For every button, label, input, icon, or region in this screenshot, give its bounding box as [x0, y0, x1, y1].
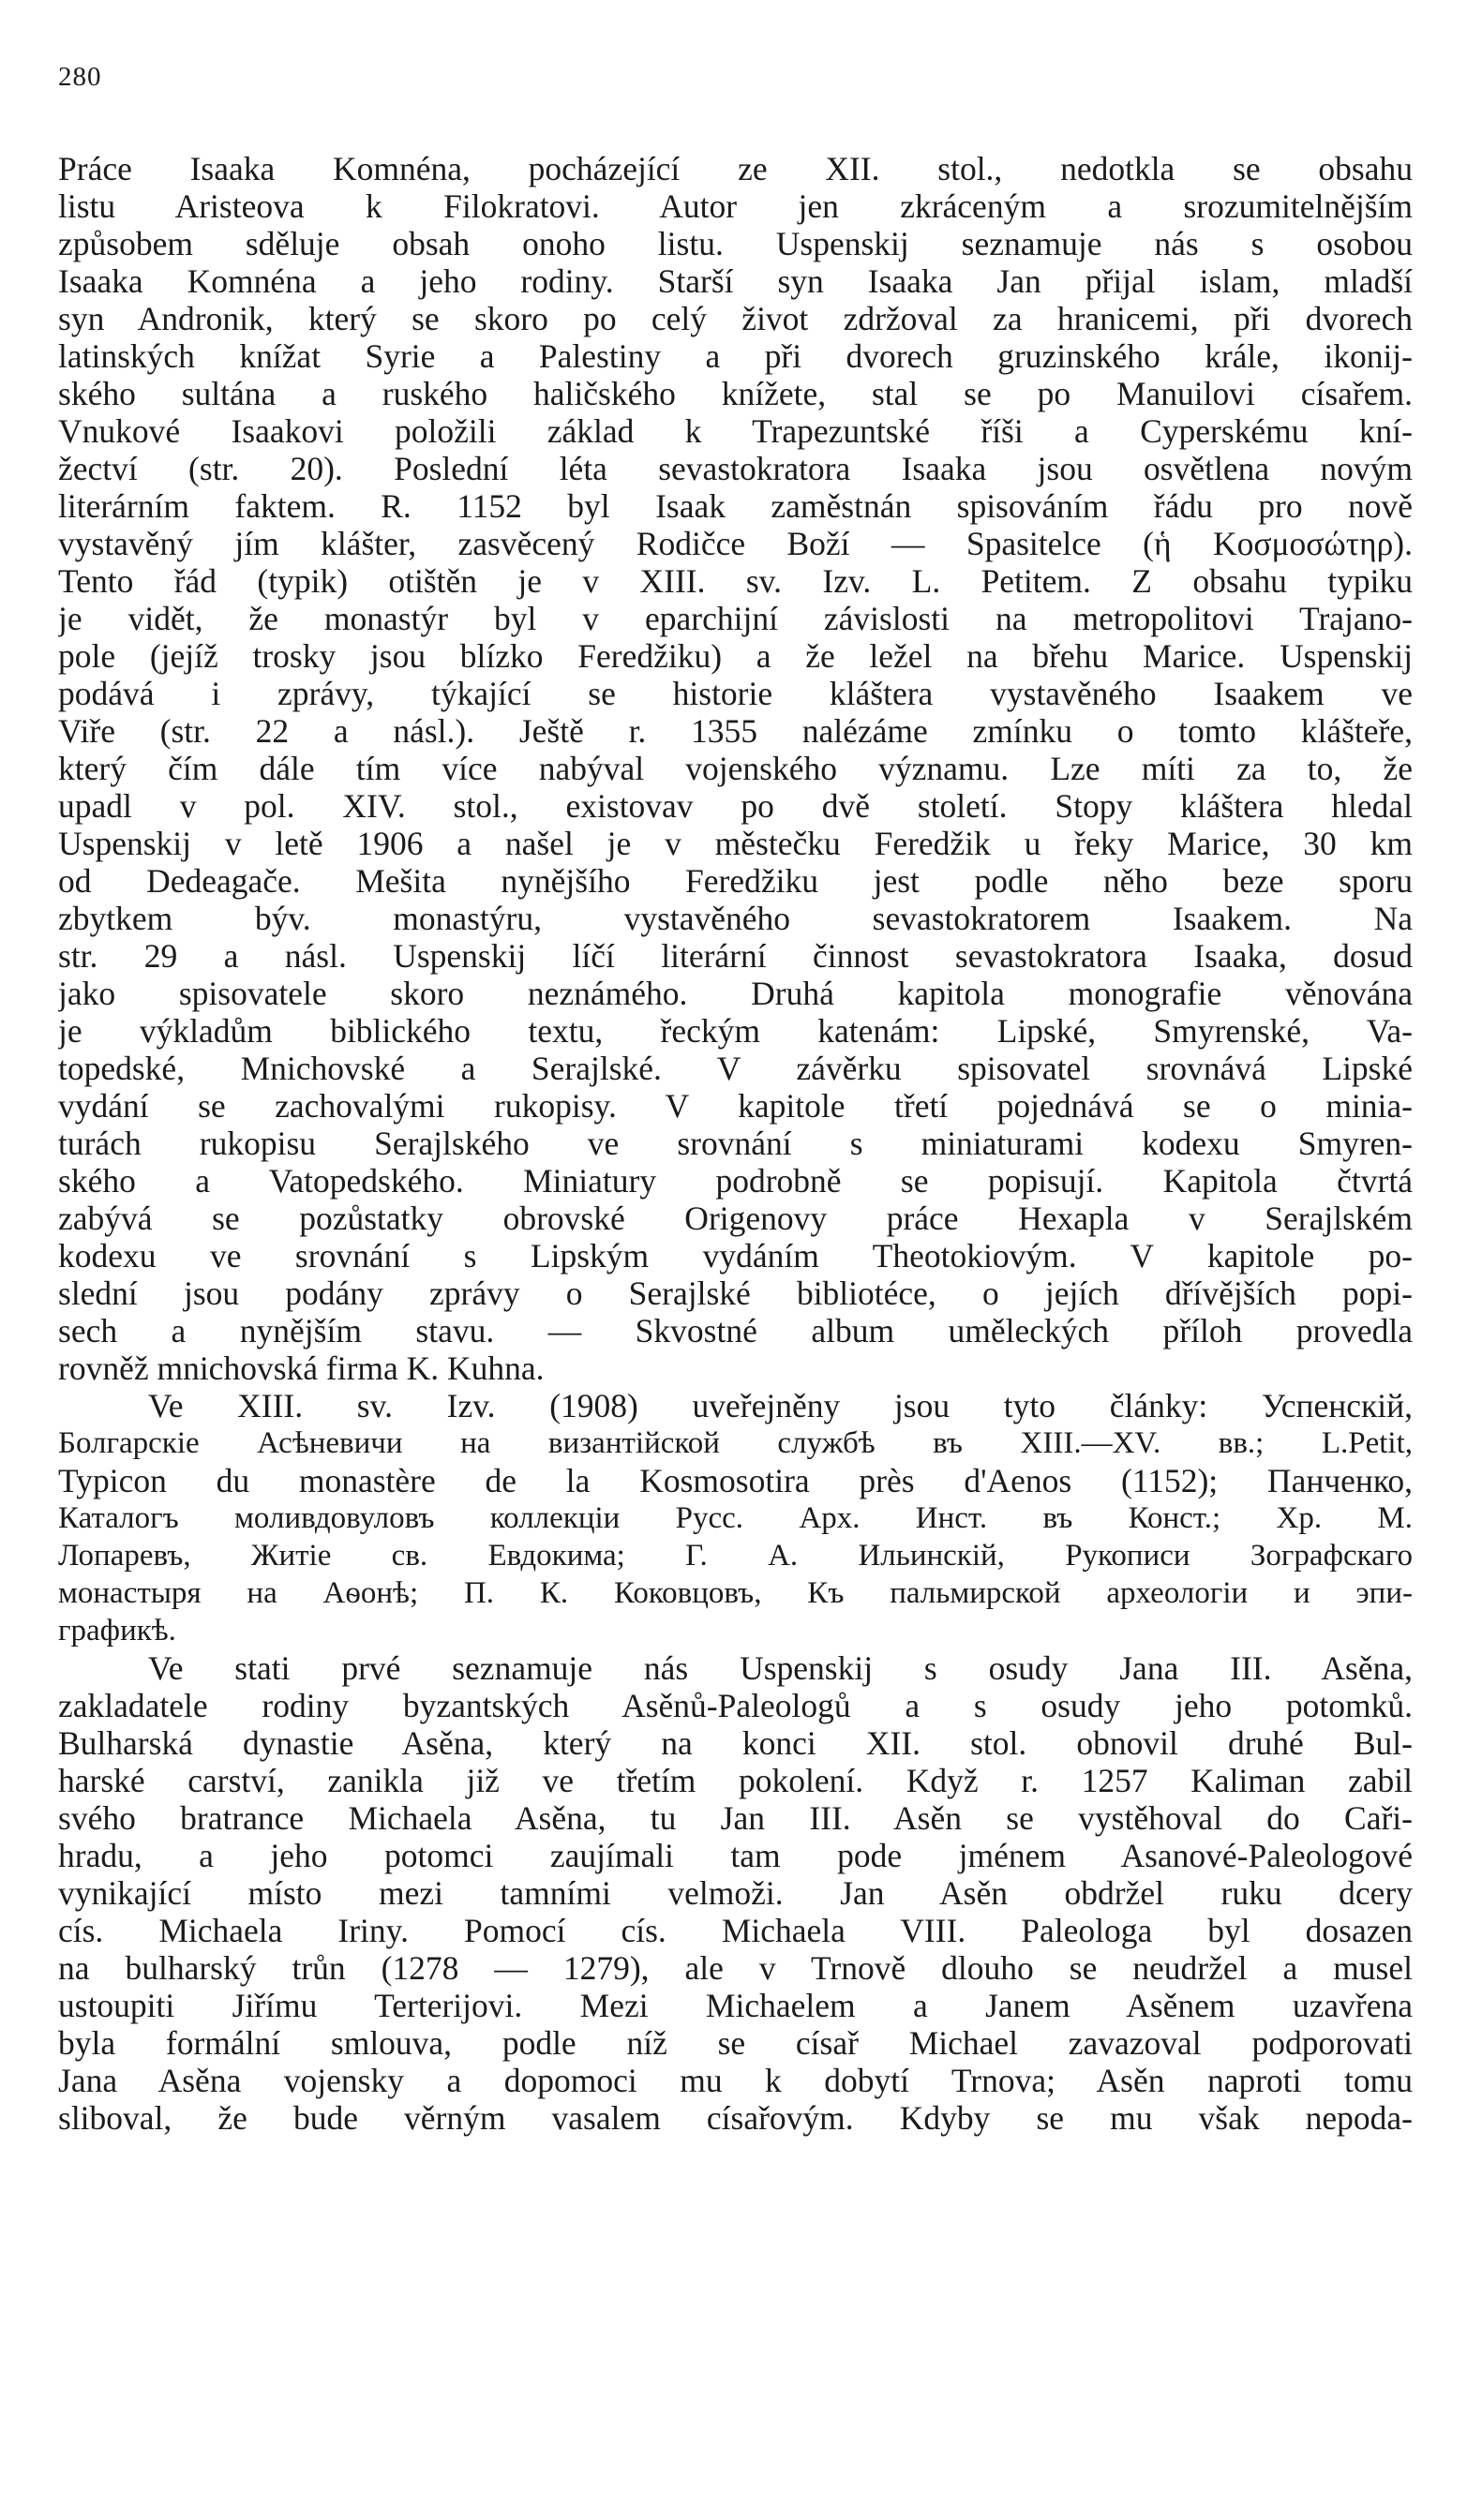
text-line: Uspenskij v letě 1906 a našel je v městečku Feredžik u řeky Marice, 30 km — [58, 825, 1413, 862]
text-line: rovněž mnichovská firma K. Kuhna. — [58, 1349, 545, 1387]
text-line: vydání se zachovalými rukopisy. V kapitole třetí pojednává se o minia- — [58, 1087, 1413, 1125]
text-line: Jana Asěna vojensky a dopomoci mu k dobytí Trnova; Asěn naproti tomu — [58, 2062, 1413, 2099]
text-line: žectví (str. 20). Poslední léta sevastokratora Isaaka jsou osvětlena novým — [58, 450, 1413, 487]
text-line: pole (jejíž trosky jsou blízko Feredžiku) a že ležel na břehu Marice. Uspenskij — [58, 637, 1413, 675]
text-line: Ve XIII. sv. Izv. (1908) uveřejněny jsou tyto články: Успенскій, — [148, 1387, 1413, 1424]
paragraph-1 — [58, 150, 1413, 1387]
text-line: zakladatele rodiny byzantských Asěnů-Paleologů a s osudy jeho potomků. — [58, 1687, 1413, 1724]
text-line: byla formální smlouva, podle níž se císař Michael zavazoval podporovati — [58, 2024, 1413, 2062]
text-line: Каталогъ моливдовуловъ коллекціи Русс. Арх. Инст. въ Конст.; Хр. М. — [58, 1501, 1413, 1535]
text-line: topedské, Mnichovské a Serajlské. V závěrku spisovatel srovnává Lipské — [58, 1050, 1413, 1087]
text-line: Práce Isaaka Komnéna, pocházející ze XII. stol., nedotkla se obsahu — [58, 150, 1413, 187]
body-text — [58, 150, 1413, 2137]
text-line: je vidět, že monastýr byl v eparchijní závislosti na metropolitovi Trajano- — [58, 600, 1413, 637]
text-line: upadl v pol. XIV. stol., existovav po dvě století. Stopy kláštera hledal — [58, 787, 1413, 825]
text-line: je výkladům biblického textu, řeckým katenám: Lipské, Smyrenské, Va- — [58, 1012, 1413, 1050]
text-line: zabývá se pozůstatky obrovské Origenovy práce Hexapla v Serajlském — [58, 1200, 1413, 1237]
text-line: kodexu ve srovnání s Lipským vydáním Theotokiovým. V kapitole po- — [58, 1237, 1413, 1275]
text-line: od Dedeagače. Mešita nynějšího Feredžiku jest podle něho beze sporu — [58, 862, 1413, 900]
text-line: Bulharská dynastie Asěna, který na konci XII. stol. obnovil druhé Bul- — [58, 1724, 1413, 1762]
text-line: Болгарскіе Асѣневичи на византійской службѣ въ XIII.—XV. вв.; L.Petit, — [58, 1426, 1413, 1460]
text-line: syn Andronik, který se skoro po celý život zdržoval za hranicemi, při dvorech — [58, 300, 1413, 337]
text-line: sliboval, že bude věrným vasalem císařovým. Kdyby se mu však nepoda- — [58, 2099, 1413, 2137]
text-line: Typicon du monastère de la Kosmosotira près d'Aenos (1152); Панченко, — [58, 1462, 1413, 1499]
text-line: Vnukové Isaakovi položili základ k Trapezuntské říši a Cyperskému kní- — [58, 412, 1413, 450]
text-line: монастыря на Аѳонѣ; П. К. Коковцовъ, Къ пальмирской археологіи и эпи- — [58, 1576, 1413, 1610]
text-line: ustoupiti Jiřímu Terterijovi. Mezi Michaelem a Janem Asěnem uzavřena — [58, 1987, 1413, 2024]
text-line: ského a Vatopedského. Miniatury podrobně se popisují. Kapitola čtvrtá — [58, 1162, 1413, 1200]
text-line: jako spisovatele skoro neznámého. Druhá kapitola monografie věnována — [58, 975, 1413, 1012]
text-line: Лопаревъ, Житіе св. Евдокима; Г. А. Ильинскій, Рукописи Зографскаго — [58, 1539, 1413, 1573]
text-line: Isaaka Komnéna a jeho rodiny. Starší syn Isaaka Jan přijal islam, mladší — [58, 262, 1413, 300]
text-line: Viře (str. 22 a násl.). Ještě r. 1355 nalézáme zmínku o tomto klášteře, — [58, 712, 1413, 750]
text-line: na bulharský trůn (1278 — 1279), ale v Trnově dlouho se neudržel a musel — [58, 1949, 1413, 1987]
text-line: způsobem sděluje obsah onoho listu. Uspenskij seznamuje nás s osobou — [58, 225, 1413, 262]
paragraph-3 — [58, 1649, 1413, 2137]
text-line: harské carství, zanikla již ve třetím pokolení. Když r. 1257 Kaliman zabil — [58, 1762, 1413, 1799]
text-line: hradu, a jeho potomci zaujímali tam pode jménem Asanové-Paleologové — [58, 1837, 1413, 1874]
text-line: vystavěný jím klášter, zasvěcený Rodičce Boží — Spasitelce (ἡ Κοσμοσώτηρ). — [58, 525, 1413, 562]
text-line: zbytkem býv. monastýru, vystavěného sevastokratorem Isaakem. Na — [58, 900, 1413, 937]
text-line: slední jsou podány zprávy o Serajlské bibliotéce, o jejích dřívějších popi- — [58, 1275, 1413, 1312]
text-line: který čím dále tím více nabýval vojenského významu. Lze míti za to, že — [58, 750, 1413, 787]
text-line: svého bratrance Michaela Asěna, tu Jan III. Asěn se vystěhoval do Caři- — [58, 1799, 1413, 1837]
text-line: Ve stati prvé seznamuje nás Uspenskij s osudy Jana III. Asěna, — [148, 1649, 1413, 1687]
text-line: Tento řád (typik) otištěn je v XIII. sv. Izv. L. Petitem. Z obsahu typiku — [58, 562, 1413, 600]
text-line: sech a nynějším stavu. — Skvostné album uměleckých příloh provedla — [58, 1312, 1413, 1349]
text-line: turách rukopisu Serajlského ve srovnání s miniaturami kodexu Smyren- — [58, 1125, 1413, 1162]
text-line: listu Aristeova k Filokratovi. Autor jen zkráceným a srozumitelnějším — [58, 187, 1413, 225]
text-line: latinských knížat Syrie a Palestiny a při dvorech gruzinského krále, ikonij- — [58, 337, 1413, 375]
text-line: str. 29 a násl. Uspenskij líčí literární činnost sevastokratora Isaaka, dosud — [58, 937, 1413, 975]
paragraph-2 — [58, 1387, 1413, 1649]
text-line: графикѣ. — [58, 1614, 176, 1648]
text-line: literárním faktem. R. 1152 byl Isaak zaměstnán spisováním řádu pro nově — [58, 487, 1413, 525]
text-line: ského sultána a ruského haličského knížete, stal se po Manuilovi císařem. — [58, 375, 1413, 412]
page-number: 280 — [58, 62, 102, 92]
text-line: podává i zprávy, týkající se historie kláštera vystavěného Isaakem ve — [58, 675, 1413, 712]
text-line: vynikající místo mezi tamními velmoži. Jan Asěn obdržel ruku dcery — [58, 1874, 1413, 1912]
text-line: cís. Michaela Iriny. Pomocí cís. Michaela VIII. Paleologa byl dosazen — [58, 1912, 1413, 1949]
